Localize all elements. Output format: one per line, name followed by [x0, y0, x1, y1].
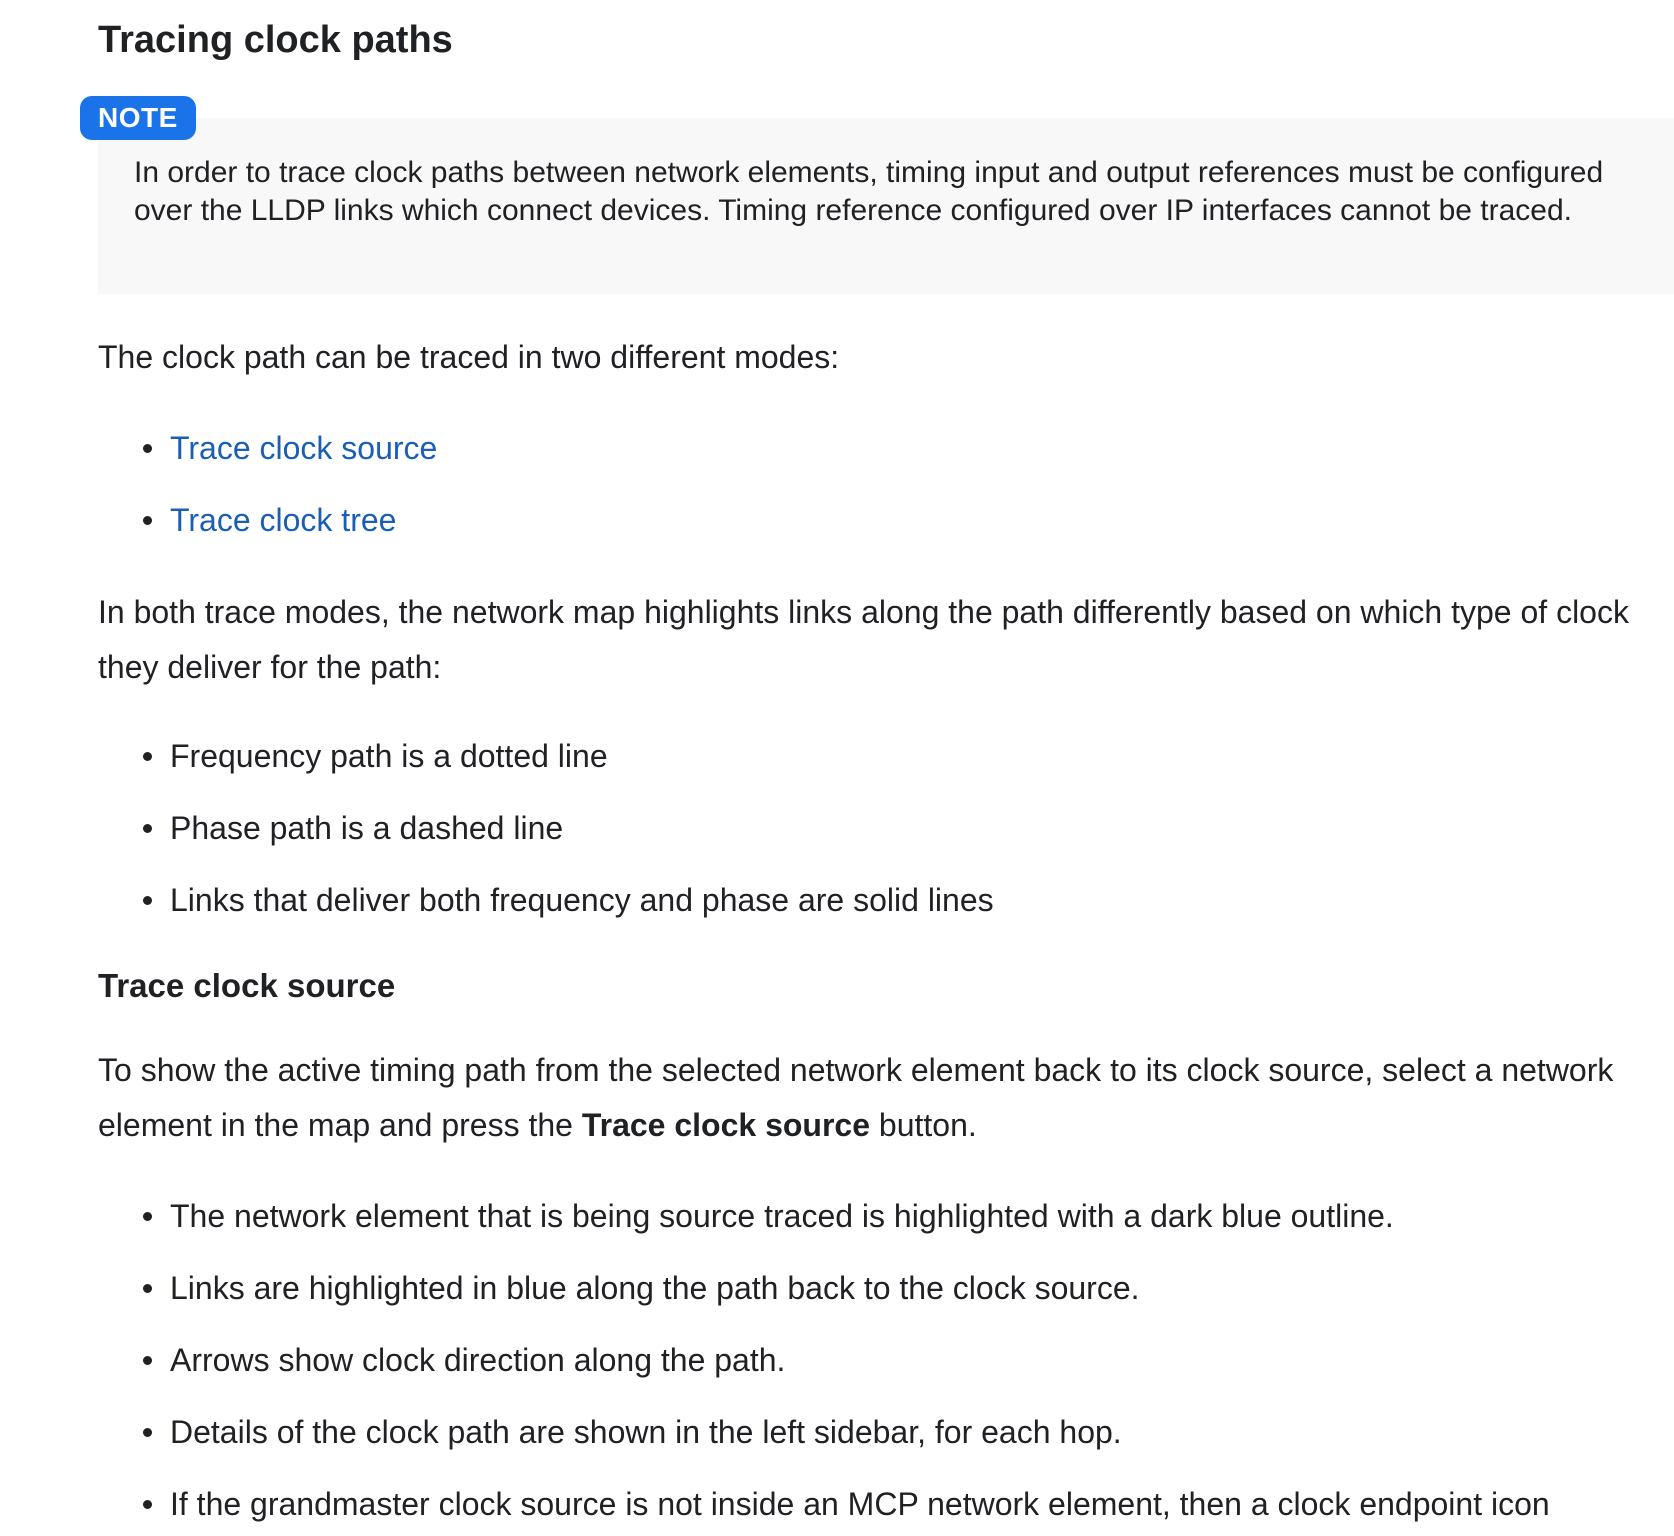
list-item — [98, 1338, 1550, 1410]
path-style-text: Links that deliver both frequency and phase are solid lines — [170, 882, 994, 918]
list-item — [98, 806, 994, 878]
note-callout — [98, 96, 1674, 294]
list-item — [98, 878, 994, 950]
trace-source-paragraph — [98, 1043, 1658, 1153]
trace-clock-tree-link[interactable]: Trace clock tree — [170, 502, 397, 538]
paragraph-text: button. — [870, 1107, 977, 1143]
detail-text: If the grandmaster clock source is not inside an MCP network element, then a clock endpoint icon — [170, 1486, 1550, 1522]
list-item — [98, 1194, 1550, 1266]
trace-modes-list — [98, 426, 437, 570]
trace-source-details-list — [98, 1194, 1550, 1536]
trace-clock-source-link[interactable]: Trace clock source — [170, 430, 438, 466]
trace-clock-source-button-ref: Trace clock source — [581, 1107, 871, 1143]
detail-text: Arrows show clock direction along the path. — [170, 1342, 786, 1378]
detail-text: Links are highlighted in blue along the path back to the clock source. — [170, 1270, 1140, 1306]
highlight-paragraph: In both trace modes, the network map highlights links along the path differently based on which type of clock they deliver for the path: — [98, 594, 1629, 685]
paragraph-text: To show the active timing path from the selected network element back to its clock source, select a network element in the map and press the — [98, 1052, 1614, 1143]
bullet-icon — [143, 1356, 152, 1365]
note-text: In order to trace clock paths between network elements, timing input and output references must be configured over the LLDP links which connect devices. Timing reference configured over IP interfaces cannot be traced. — [134, 156, 1604, 227]
bullet-icon — [143, 1284, 152, 1293]
list-item — [98, 426, 437, 498]
list-item — [98, 1410, 1550, 1482]
path-styles-list — [98, 734, 994, 950]
bullet-icon — [143, 444, 152, 453]
bullet-icon — [143, 824, 152, 833]
intro-paragraph: The clock path can be traced in two different modes: — [98, 339, 840, 375]
section-heading: Trace clock source — [98, 967, 396, 1004]
detail-text: The network element that is being source traced is highlighted with a dark blue outline. — [170, 1198, 1394, 1234]
list-item — [98, 498, 437, 570]
bullet-icon — [143, 752, 152, 761]
bullet-icon — [143, 516, 152, 525]
note-badge: NOTE — [80, 96, 196, 140]
bullet-icon — [143, 1428, 152, 1437]
list-item — [98, 734, 994, 806]
list-item — [98, 1266, 1550, 1338]
bullet-icon — [143, 1500, 152, 1509]
bullet-icon — [143, 1212, 152, 1221]
path-style-text: Phase path is a dashed line — [170, 810, 564, 846]
detail-text: Details of the clock path are shown in the left sidebar, for each hop. — [170, 1414, 1122, 1450]
list-item — [98, 1482, 1550, 1536]
page-title: Tracing clock paths — [98, 19, 453, 61]
bullet-icon — [143, 896, 152, 905]
path-style-text: Frequency path is a dotted line — [170, 738, 608, 774]
